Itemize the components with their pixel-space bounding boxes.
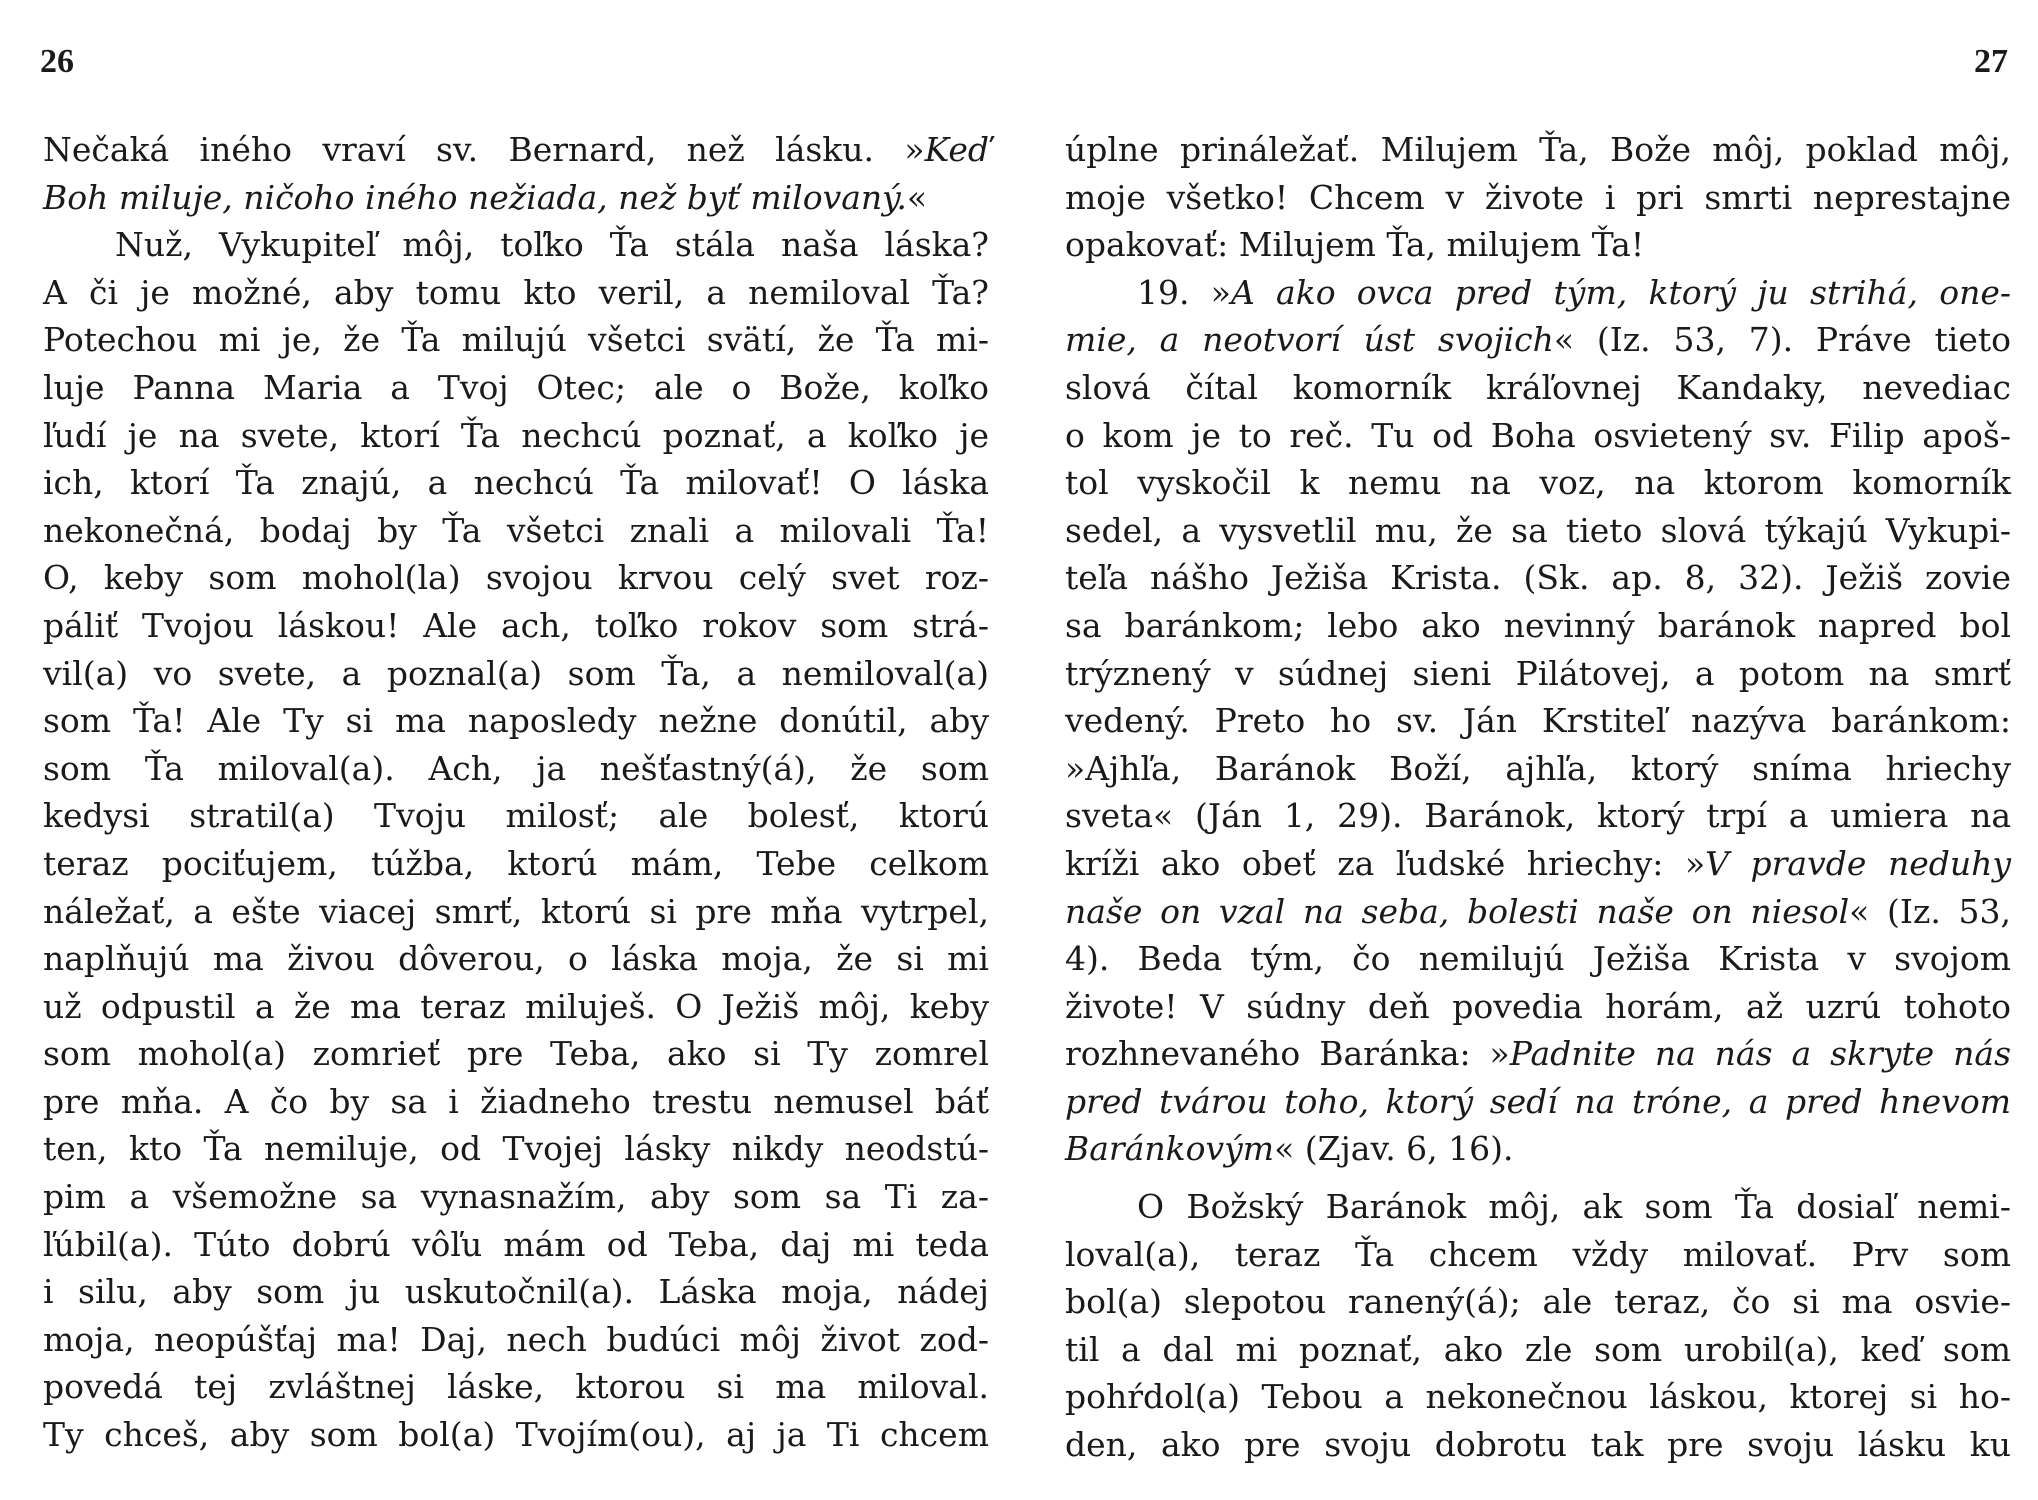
- text-run: den, ako pre svoju dobrotu tak pre svoju lásku ku: [1065, 1425, 2011, 1465]
- text-run: teraz pociťujem, túžba, ktorú mám, Tebe celkom: [43, 843, 989, 883]
- text-line: [43, 459, 989, 507]
- text-run: Potechou mi je, že Ťa milujú všetci svätí, že Ťa mi-: [43, 320, 989, 360]
- text-line: [43, 554, 989, 602]
- text-line: [43, 1221, 989, 1269]
- text-run: trýznený v súdnej sieni Pilátovej, a potom na smrť: [1065, 653, 2011, 693]
- text-line: [43, 1363, 989, 1411]
- text-line: [1065, 126, 2011, 174]
- italic-text: Boh miluje, ničoho iného nežiada, než byť milovaný.: [43, 177, 907, 217]
- text-run: úplne prináležať. Milujem Ťa, Bože môj, poklad môj,: [1065, 130, 2011, 169]
- text-line: [43, 888, 989, 936]
- text-run: ten, kto Ťa nemiluje, od Tvojej lásky nikdy neodstú-: [43, 1129, 989, 1169]
- text-run: vedený. Preto ho sv. Ján Krstiteľ nazýva baránkom:: [1065, 701, 2011, 741]
- text-run: 19. »: [1137, 272, 1231, 312]
- text-run: živote! V súdny deň povedia horám, až uzrú tohoto: [1065, 986, 2011, 1026]
- text-run: kedysi stratil(a) Tvoju milosť; ale bolesť, ktorú: [43, 796, 989, 836]
- text-line: [43, 792, 989, 840]
- text-run: i silu, aby som ju uskutočnil(a). Láska moja, nádej: [43, 1272, 989, 1312]
- text-line: [1065, 221, 2011, 269]
- text-line: [43, 1078, 989, 1126]
- text-run: »Ajhľa, Baránok Boží, ajhľa, ktorý sníma hriechy: [1065, 748, 2011, 788]
- text-line: [1065, 1078, 2011, 1126]
- text-run: povedá tej zvláštnej láske, ktorou si ma miloval.: [43, 1367, 989, 1407]
- text-run: slová čítal komorník kráľovnej Kandaky, nevediac: [1065, 367, 2011, 407]
- text-line: [1065, 650, 2011, 698]
- text-line: [43, 1125, 989, 1173]
- text-run: sveta« (Ján 1, 29). Baránok, ktorý trpí a umiera na: [1065, 796, 2011, 836]
- text-line: [1065, 316, 2011, 364]
- text-line: [1065, 602, 2011, 650]
- text-line: [1065, 1231, 2011, 1279]
- text-line: [1065, 269, 2011, 317]
- text-run: pohŕdol(a) Tebou a nekonečnou láskou, ktorej si ho-: [1065, 1377, 2011, 1417]
- text-line: [43, 364, 989, 412]
- text-run: loval(a), teraz Ťa chcem vždy milovať. Prv som: [1065, 1234, 2011, 1274]
- text-run: som Ťa miloval(a). Ach, ja nešťastný(á), že som: [43, 748, 989, 788]
- text-run: kríži ako obeť za ľudské hriechy: »: [1065, 843, 1706, 883]
- text-run: « (Iz. 53,: [1849, 891, 2012, 931]
- text-line: [1065, 1278, 2011, 1326]
- text-line: [43, 697, 989, 745]
- text-run: rozhnevaného Baránka: »: [1065, 1034, 1510, 1074]
- text-run: opakovať: Milujem Ťa, milujem Ťa!: [1065, 225, 1645, 265]
- text-run: moje všetko! Chcem v živote i pri smrti neprestajne: [1065, 177, 2011, 217]
- text-run: O Božský Baránok môj, ak som Ťa dosiaľ nemi-: [1137, 1187, 2011, 1227]
- text-run: til a dal mi poznať, ako zle som urobil(a), keď som: [1065, 1329, 2011, 1369]
- text-line: [43, 269, 989, 317]
- text-line: [43, 1268, 989, 1316]
- text-run: ich, ktorí Ťa znajú, a nechcú Ťa milovať! O láska: [43, 463, 989, 503]
- text-line: [43, 935, 989, 983]
- text-line: [1065, 1373, 2011, 1421]
- text-line: [43, 1316, 989, 1364]
- italic-text: mie, a neotvorí úst svojich: [1065, 320, 1554, 360]
- paragraph-gap: [1065, 1173, 2011, 1183]
- italic-text: Keď: [924, 130, 989, 169]
- text-line: [1065, 554, 2011, 602]
- text-run: už odpustil a že ma teraz miluješ. O Ježiš môj, keby: [43, 986, 989, 1026]
- text-run: sa baránkom; lebo ako nevinný baránok napred bol: [1065, 605, 2011, 645]
- text-line: [1065, 1030, 2011, 1078]
- text-line: [43, 316, 989, 364]
- text-run: ľudí je na svete, ktorí Ťa nechcú poznať, a koľko je: [43, 415, 989, 455]
- text-run: bol(a) slepotou ranený(á); ale teraz, čo si ma osvie-: [1065, 1282, 2011, 1322]
- text-run: sedel, a vysvetlil mu, že sa tieto slová týkajú Vykupi-: [1065, 510, 2011, 550]
- italic-text: naše on vzal na seba, bolesti naše on niesol: [1065, 891, 1850, 931]
- text-line: [43, 174, 989, 222]
- text-line: [1065, 983, 2011, 1031]
- text-run: moja, neopúšťaj ma! Daj, nech budúci môj život zod-: [43, 1319, 989, 1359]
- text-line: [1065, 1326, 2011, 1374]
- text-run: ľúbil(a). Túto dobrú vôľu mám od Teba, daj mi teda: [43, 1224, 989, 1264]
- text-run: páliť Tvojou láskou! Ale ach, toľko rokov som strá-: [43, 605, 989, 645]
- text-run: tol vyskočil k nemu na voz, na ktorom komorník: [1065, 463, 2011, 503]
- text-line: [43, 1030, 989, 1078]
- text-line: [1065, 840, 2011, 888]
- text-run: luje Panna Maria a Tvoj Otec; ale o Bože, koľko: [43, 367, 989, 407]
- text-line: [43, 412, 989, 460]
- text-line: [1065, 745, 2011, 793]
- right-page: [1019, 0, 2038, 1500]
- text-run: « (Iz. 53, 7). Práve tieto: [1553, 320, 2011, 360]
- text-run: náležať, a ešte viacej smrť, ktorú si pre mňa vytrpel,: [43, 891, 989, 931]
- text-line: [43, 221, 989, 269]
- text-line: [1065, 1421, 2011, 1469]
- page-number-right: 27: [1974, 43, 2008, 80]
- text-run: som mohol(a) zomrieť pre Teba, ako si Ty zomrel: [43, 1034, 989, 1074]
- text-run: Ty chceš, aby som bol(a) Tvojím(ou), aj ja Ti chcem: [43, 1415, 989, 1455]
- text-line: [1065, 697, 2011, 745]
- text-line: [1065, 412, 2011, 460]
- text-run: pim a všemožne sa vynasnažím, aby som sa Ti za-: [43, 1177, 989, 1217]
- text-run: «: [906, 177, 928, 217]
- text-line: [1065, 1183, 2011, 1231]
- text-run: teľa nášho Ježiša Krista. (Sk. ap. 8, 32). Ježiš zovie: [1065, 558, 2011, 598]
- text-line: [43, 126, 989, 174]
- text-line: [1065, 888, 2011, 936]
- text-line: [43, 507, 989, 555]
- text-line: [1065, 174, 2011, 222]
- text-line: [43, 745, 989, 793]
- text-run: Nuž, Vykupiteľ môj, toľko Ťa stála naša láska?: [115, 225, 989, 265]
- left-text-column: [43, 126, 989, 1459]
- text-line: [43, 650, 989, 698]
- text-line: [1065, 935, 2011, 983]
- text-run: pre mňa. A čo by sa i žiadneho trestu nemusel báť: [43, 1081, 989, 1121]
- text-run: vil(a) vo svete, a poznal(a) som Ťa, a nemiloval(a): [43, 653, 989, 693]
- italic-text: pred tvárou toho, ktorý sedí na tróne, a pred hnevom: [1065, 1081, 2011, 1121]
- text-run: 4). Beda tým, čo nemilujú Ježiša Krista v svojom: [1065, 939, 2011, 979]
- text-line: [43, 1173, 989, 1221]
- text-run: O, keby som mohol(la) svojou krvou celý svet roz-: [43, 558, 989, 598]
- italic-text: Padnite na nás a skryte nás: [1509, 1034, 2011, 1074]
- text-line: [43, 983, 989, 1031]
- text-line: [43, 602, 989, 650]
- italic-text: V pravde neduhy: [1705, 843, 2011, 883]
- text-line: [43, 840, 989, 888]
- text-run: o kom je to reč. Tu od Boha osvietený sv. Filip apoš-: [1065, 415, 2011, 455]
- text-line: [1065, 1125, 2011, 1173]
- text-line: [1065, 364, 2011, 412]
- text-run: A či je možné, aby tomu kto veril, a nemiloval Ťa?: [43, 272, 989, 312]
- text-run: Nečaká iného vraví sv. Bernard, než lásku. »: [43, 130, 925, 169]
- text-run: naplňujú ma živou dôverou, o láska moja, že si mi: [43, 939, 989, 979]
- text-run: nekonečná, bodaj by Ťa všetci znali a milovali Ťa!: [43, 510, 989, 550]
- page-number-left: 26: [40, 43, 74, 80]
- text-line: [43, 1411, 989, 1459]
- italic-text: A ako ovca pred tým, ktorý ju strihá, one-: [1230, 272, 2012, 312]
- text-line: [1065, 792, 2011, 840]
- text-run: « (Zjav. 6, 16).: [1274, 1129, 1514, 1169]
- text-line: [1065, 507, 2011, 555]
- italic-text: Baránkovým: [1065, 1129, 1275, 1169]
- text-line: [1065, 459, 2011, 507]
- right-text-column: [1065, 126, 2011, 1469]
- text-run: som Ťa! Ale Ty si ma naposledy nežne donútil, aby: [43, 701, 989, 741]
